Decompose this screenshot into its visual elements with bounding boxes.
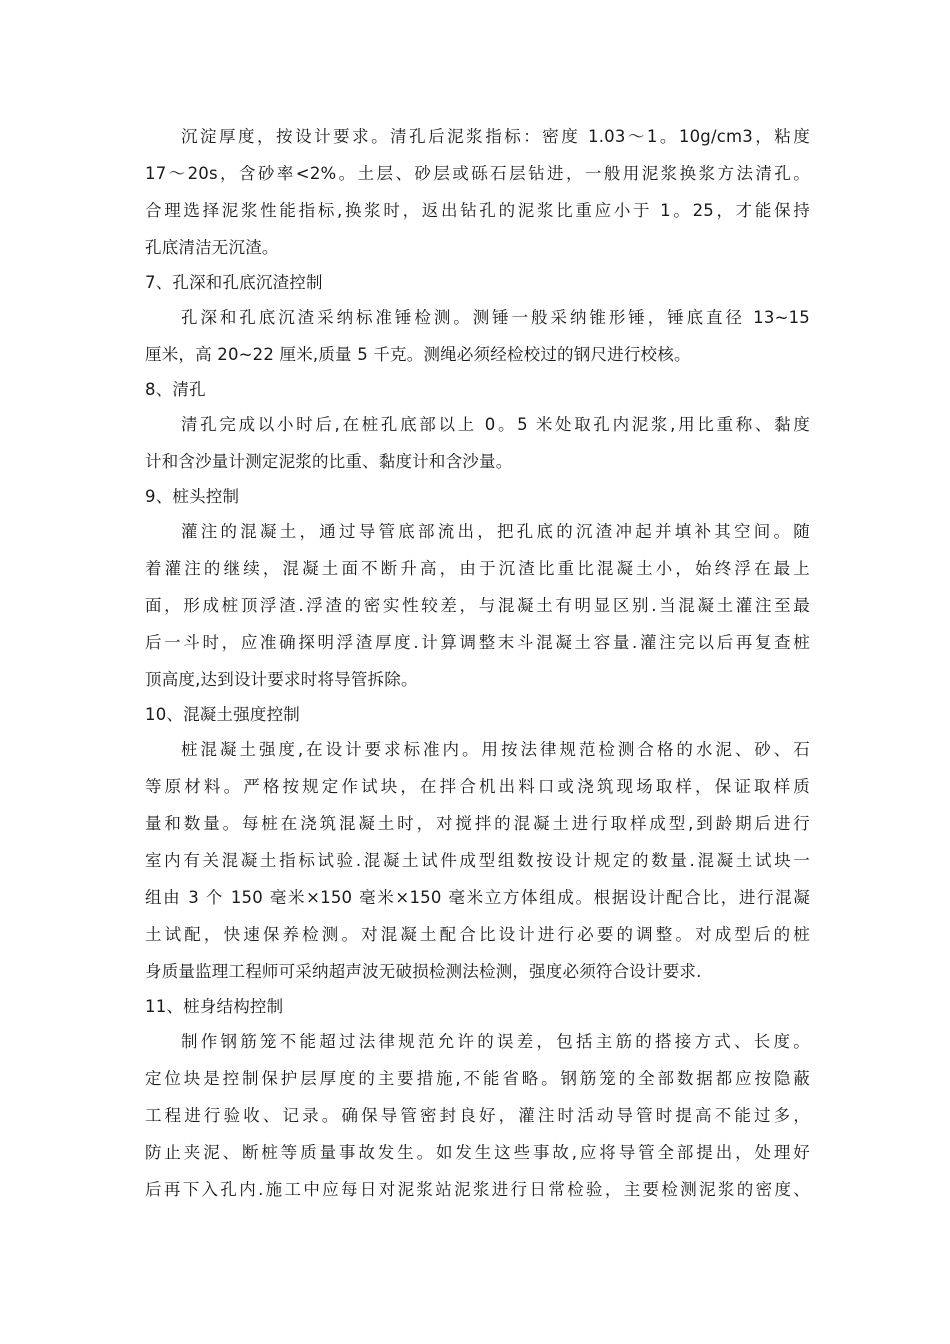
- paragraph-line: 组由 3 个 150 毫米×150 毫米×150 毫米立方体组成。根据设计配合比，进行混凝: [145, 888, 810, 907]
- paragraph-line: 沉淀厚度，按设计要求。清孔后泥浆指标：密度 1.03～1。10g/cm3，粘度: [181, 127, 810, 146]
- paragraph-line: 孔深和孔底沉渣采纳标准锤检测。测锤一般采纳锥形锤，锤底直径 13~15: [181, 308, 810, 327]
- paragraph-line: 量和数量。每桩在浇筑混凝土时，对搅拌的混凝土进行取样成型,到龄期后进行: [145, 814, 810, 833]
- paragraph-line: 后一斗时，应准确探明浮渣厚度.计算调整末斗混凝土容量.灌注完以后再复查桩: [145, 633, 810, 652]
- document-body: [145, 118, 810, 1208]
- paragraph-line: 后再下入孔内.施工中应每日对泥浆站泥浆进行日常检验，主要检测泥浆的密度、: [145, 1180, 810, 1199]
- section-heading: 8、清孔: [145, 380, 206, 399]
- paragraph-line: 计和含沙量计测定泥浆的比重、黏度计和含沙量。: [145, 452, 513, 471]
- paragraph-line: 室内有关混凝土指标试验.混凝土试件成型组数按设计规定的数量.混凝土试块一: [145, 851, 810, 870]
- section-heading: 10、混凝土强度控制: [145, 705, 300, 724]
- paragraph-line: 合理选择泥浆性能指标,换浆时，返出钻孔的泥浆比重应小于 1。25，才能保持: [145, 201, 810, 220]
- paragraph-line: 防止夹泥、断桩等质量事故发生。如发生这些事故,应将导管全部提出，处理好: [145, 1143, 810, 1162]
- paragraph-line: 灌注的混凝土，通过导管底部流出，把孔底的沉渣冲起并填补其空间。随: [181, 522, 810, 541]
- paragraph-line: 厘米，高 20~22 厘米,质量 5 千克。测绳必须经检校过的钢尺进行校核。: [145, 345, 691, 364]
- paragraph-line: 定位块是控制保护层厚度的主要措施,不能省略。钢筋笼的全部数据都应按隐蔽: [145, 1069, 810, 1088]
- paragraph-line: 等原材料。严格按规定作试块，在拌合机出料口或浇筑现场取样，保证取样质: [145, 777, 810, 796]
- section-heading: 9、桩头控制: [145, 487, 240, 506]
- paragraph-line: 身质量监理工程师可采纳超声波无破损检测法检测，强度必须符合设计要求.: [145, 962, 702, 981]
- section-heading: 11、桩身结构控制: [145, 997, 284, 1016]
- paragraph-line: 顶高度,达到设计要求时将导管拆除。: [145, 670, 418, 689]
- paragraph-line: 清孔完成以小时后,在桩孔底部以上 0。5 米处取孔内泥浆,用比重称、黏度: [181, 415, 810, 434]
- section-heading: 7、孔深和孔底沉渣控制: [145, 273, 323, 292]
- paragraph-line: 制作钢筋笼不能超过法律规范允许的误差，包括主筋的搭接方式、长度。: [181, 1032, 810, 1051]
- paragraph-line: 17～20s，含砂率<2%。土层、砂层或砾石层钻进，一般用泥浆换浆方法清孔。: [145, 164, 810, 183]
- paragraph-line: 土试配，快速保养检测。对混凝土配合比设计进行必要的调整。对成型后的桩: [145, 925, 810, 944]
- paragraph-line: 工程进行验收、记录。确保导管密封良好，灌注时活动导管时提高不能过多，: [145, 1106, 810, 1125]
- paragraph-line: 着灌注的继续，混凝土面不断升高，由于沉渣比重比混凝土小，始终浮在最上: [145, 559, 810, 578]
- paragraph-line: 面，形成桩顶浮渣.浮渣的密实性较差，与混凝土有明显区别.当混凝土灌注至最: [145, 596, 810, 615]
- paragraph-line: 桩混凝土强度,在设计要求标准内。用按法律规范检测合格的水泥、砂、石: [181, 740, 810, 759]
- paragraph-line: 孔底清洁无沉渣。: [145, 238, 279, 257]
